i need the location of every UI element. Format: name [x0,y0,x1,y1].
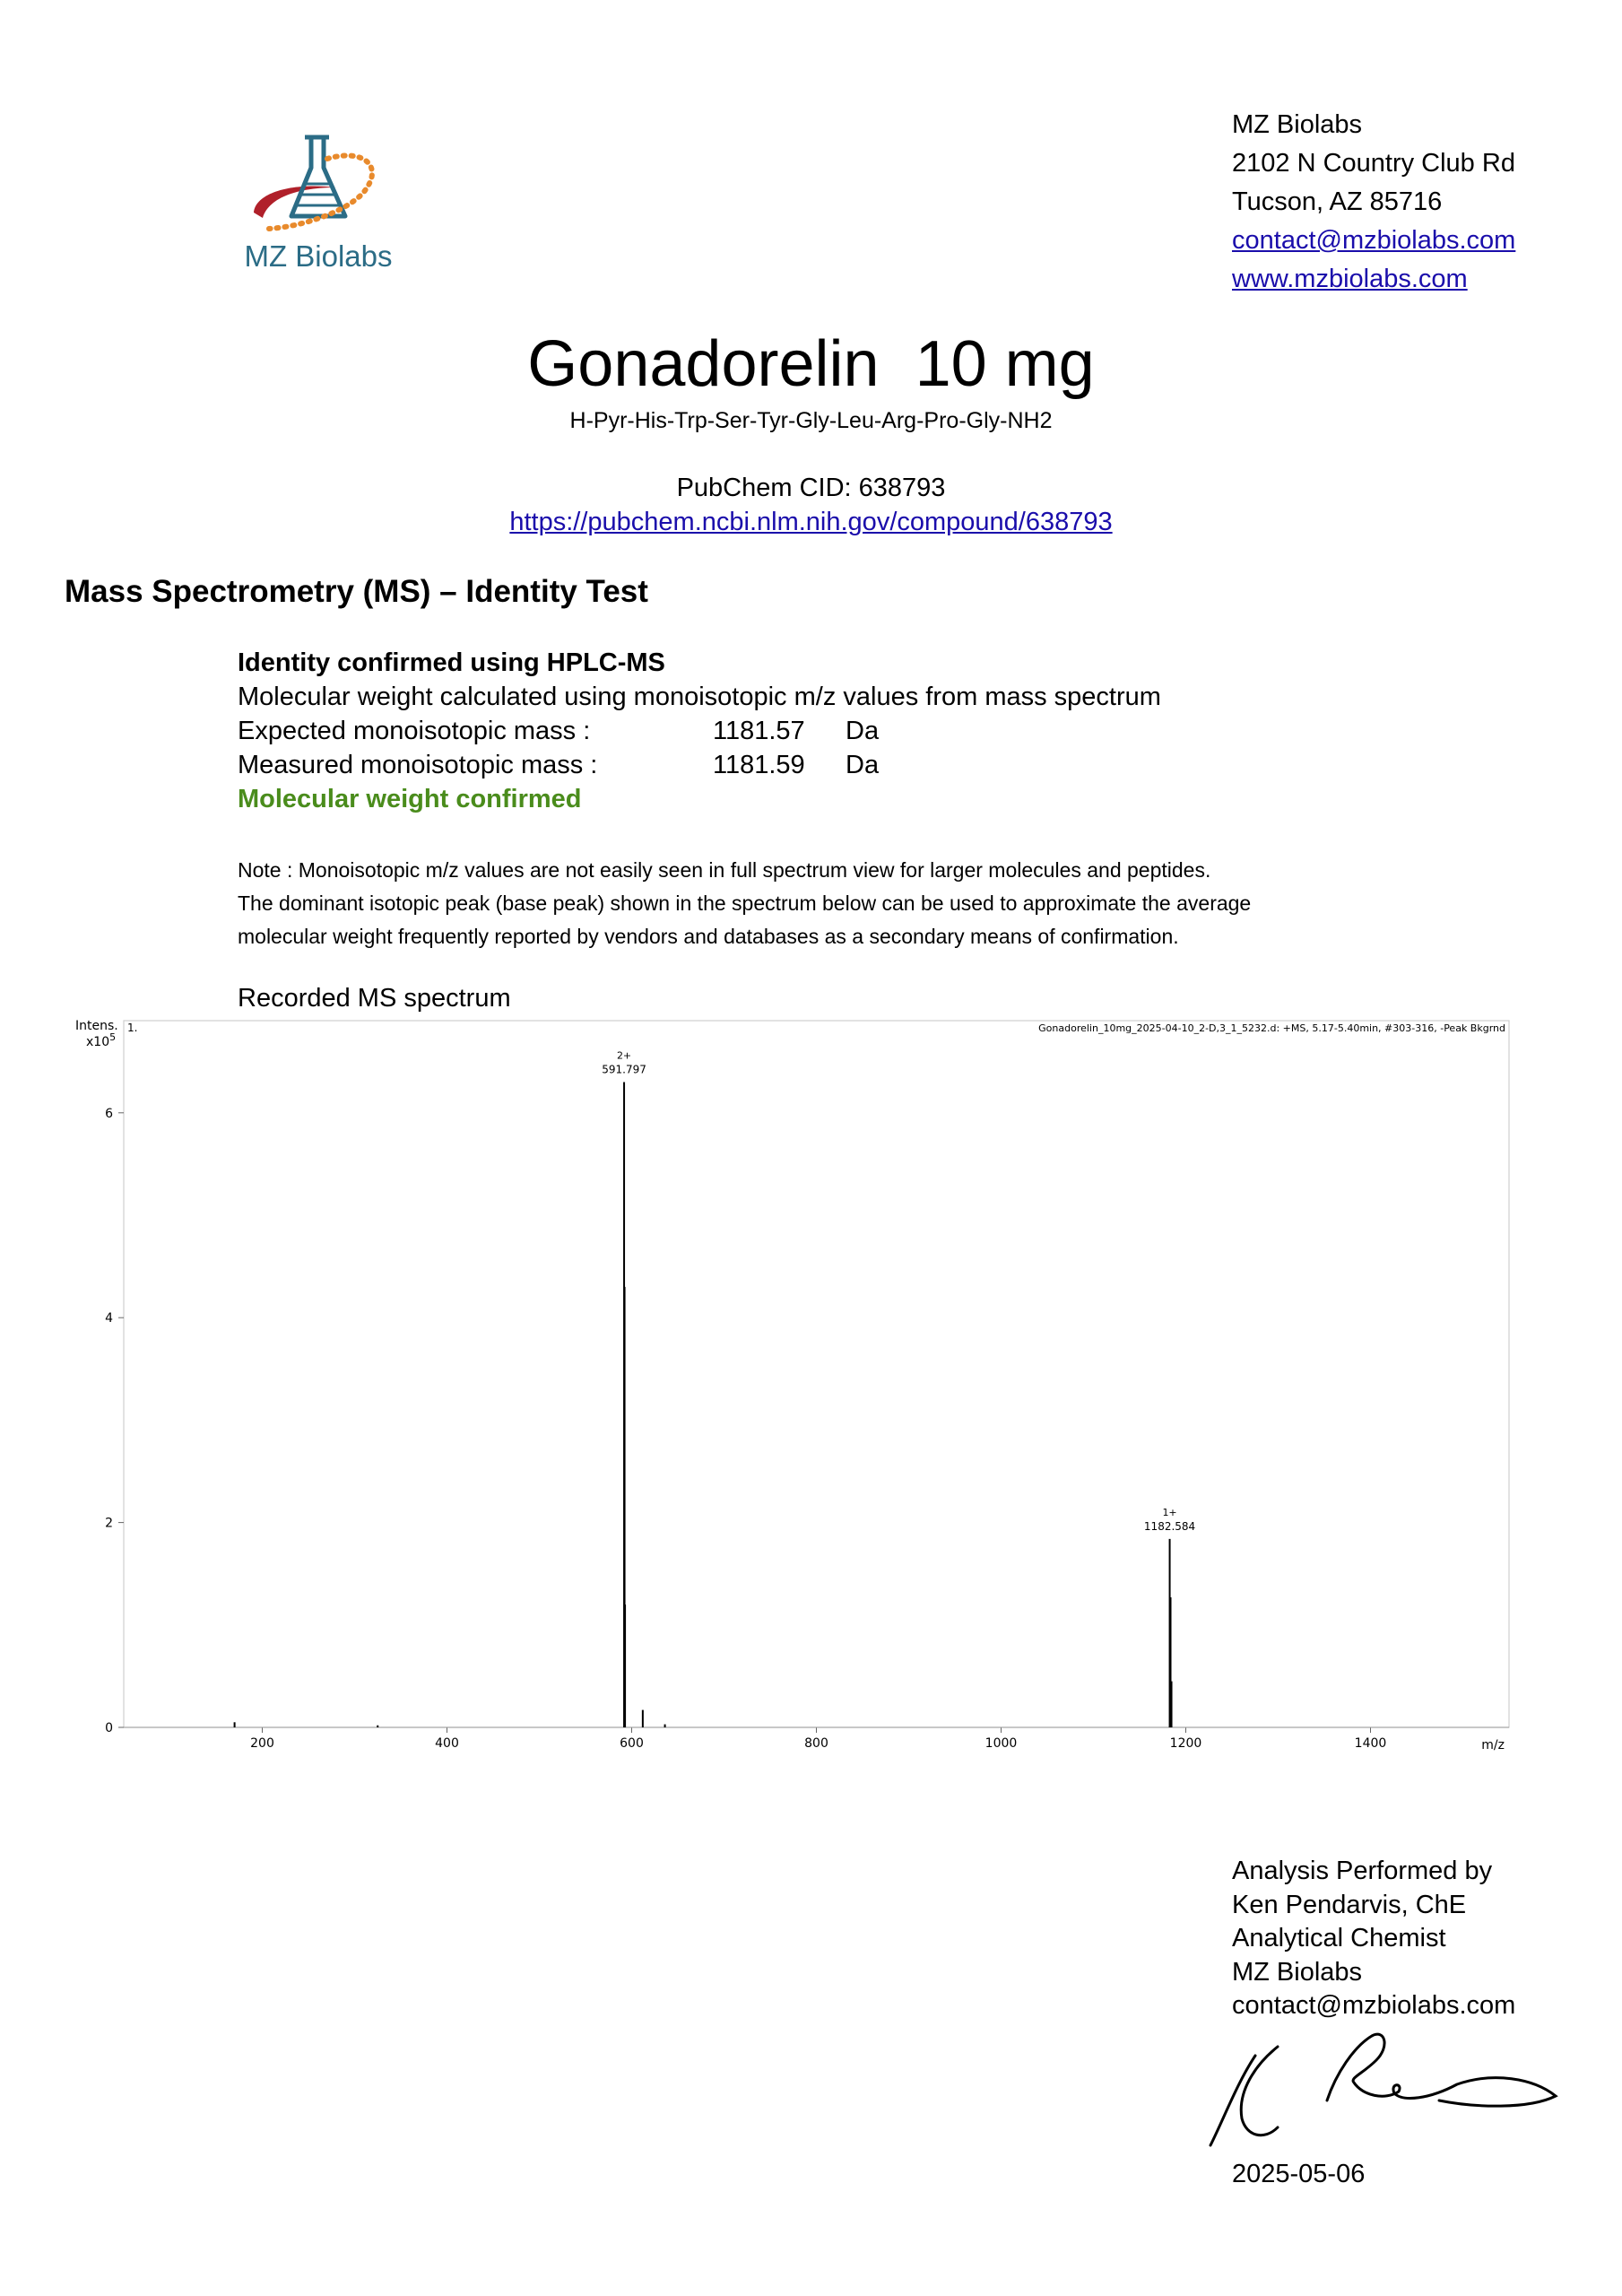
trace-label: 1. [127,1022,138,1034]
ms-spectrum-chart [70,1012,1522,1761]
expected-value: 1181.57 [713,717,805,745]
signature [1206,2029,1565,2159]
y-tick-label: 6 [105,1106,113,1121]
x-tick-label: 200 [250,1736,274,1751]
y-axis-label: Intens. [75,1019,118,1033]
y-tick-label: 2 [105,1516,113,1531]
measured-mass-row [238,748,1161,782]
plot-frame [124,1021,1509,1727]
analyst-company: MZ Biolabs [1232,1957,1363,1987]
logo-text: MZ Biolabs [244,239,393,273]
flask-orbit-icon [229,130,408,242]
company-logo [229,130,408,283]
peak-mz-label: 1182.584 [1143,1519,1196,1533]
recorded-spectrum-label: Recorded MS spectrum [238,984,511,1013]
y-tick-label: 0 [105,1721,113,1735]
confirmation-status: Molecular weight confirmed [238,785,582,813]
note-line-1: Note : Monoisotopic m/z values are not easily seen in full spectrum view for larger molecules and peptides. [238,858,1211,882]
method-line: Molecular weight calculated using monoisotopic m/z values from mass spectrum [238,683,1161,711]
x-axis-label: m/z [1481,1738,1505,1752]
analyst-email: contact@mzbiolabs.com [1232,1991,1516,2020]
expected-unit: Da [846,717,880,745]
identity-line: Identity confirmed using HPLC-MS [238,648,665,677]
note-line-2: The dominant isotopic peak (base peak) shown in the spectrum below can be used to approximate the average [238,891,1252,915]
address-email-link[interactable]: contact@mzbiolabs.com [1232,226,1516,255]
address-city: Tucson, AZ 85716 [1232,187,1443,216]
analysis-line-1: Analysis Performed by [1232,1857,1493,1885]
analysis-block [1232,1855,1515,2023]
measured-label: Measured monoisotopic mass : [238,751,598,779]
y-scale-exp: 5 [109,1031,117,1043]
peak-charge-label: 2+ [616,1049,632,1062]
expected-label: Expected monoisotopic mass : [238,717,591,745]
address-company: MZ Biolabs [1232,110,1363,139]
product-sequence: H-Pyr-His-Trp-Ser-Tyr-Gly-Leu-Arg-Pro-Gly-NH2 [569,408,1053,433]
analyst-name: Ken Pendarvis, ChE [1232,1890,1467,1919]
spectrum-header: Gonadorelin_10mg_2025-04-10_2-D,3_1_5232.d: +MS, 5.17-5.40min, #303-316, -Peak Bkgrnd [1038,1022,1505,1034]
product-title: Gonadorelin 10 mg [527,328,1095,400]
address-website-link[interactable]: www.mzbiolabs.com [1232,265,1468,293]
y-tick-label: 4 [105,1311,113,1326]
measured-value: 1181.59 [713,751,805,779]
x-tick-label: 800 [804,1736,828,1751]
analyst-title: Analytical Chemist [1232,1924,1446,1952]
peak-mz-label: 591.797 [602,1063,646,1076]
section-title: Mass Spectrometry (MS) – Identity Test [65,574,648,609]
note-block [238,854,1251,953]
address-street: 2102 N Country Club Rd [1232,149,1515,178]
peak-charge-label: 1+ [1162,1506,1177,1518]
identity-block [238,646,1161,816]
x-tick-label: 400 [435,1736,459,1751]
pubchem-link[interactable]: https://pubchem.ncbi.nlm.nih.gov/compound/638793 [509,508,1113,536]
y-scale-label [86,1031,116,1049]
pubchem-cid: PubChem CID: 638793 [676,474,946,502]
expected-mass-row [238,714,1161,748]
x-tick-label: 1400 [1354,1736,1387,1751]
analysis-date: 2025-05-06 [1232,2160,1366,2188]
x-tick-label: 1000 [984,1736,1018,1751]
x-tick-label: 1200 [1169,1736,1202,1751]
ms-spectrum-svg [70,1012,1522,1756]
company-address [1232,106,1515,299]
x-tick-label: 600 [620,1736,644,1751]
note-line-3: molecular weight frequently reported by vendors and databases as a secondary means of confirmation. [238,925,1179,948]
measured-unit: Da [846,751,880,779]
y-scale-base: x10 [86,1035,110,1049]
signature-drawing [1206,2029,1565,2154]
